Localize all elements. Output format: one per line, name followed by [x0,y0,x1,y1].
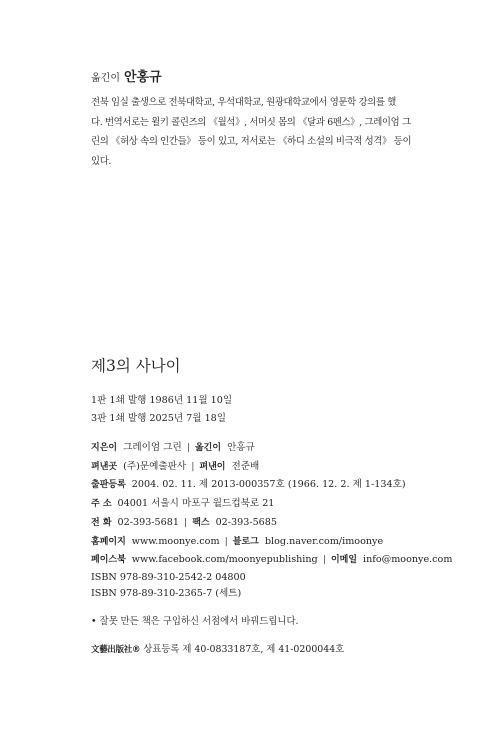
bio-line: 있다. [91,155,112,167]
translator-role-label: 옮긴이 [91,73,120,84]
bio-line: 린의 《허상 속의 인간들》 등이 있고, 저서로는 《하디 소설의 비극적 성격》 등이 [91,136,412,147]
credit-row-address [91,495,452,514]
credit-row-author [91,439,452,458]
divider: | [224,535,228,547]
address-value: 04001 서울시 마포구 월드컵북로 21 [117,498,275,510]
credit-translator-value: 안홍규 [227,442,255,453]
exchange-notice: • 잘못 만든 책은 구입하신 서점에서 바꿔드립니다. [91,616,299,627]
publisher-person-label: 펴낸이 [199,461,226,472]
publisher-value: (주)문예출판사 [123,460,187,472]
facebook-label: 페이스북 [91,555,126,566]
credit-row-phone [91,514,452,533]
registration-label: 출판등록 [91,480,126,491]
author-label: 지은이 [91,443,118,453]
credit-row-homepage [91,533,452,552]
phone-label: 전 화 [91,517,112,528]
phone-value: 02-393-5681 [117,516,179,528]
credit-row-publisher [91,458,452,477]
address-label: 주 소 [91,499,112,510]
edition-history [91,392,232,428]
isbn-block [91,570,246,602]
divider: | [186,442,190,453]
registration-value: 2004. 02. 11. 제 2013-000357호 (1966. 12. 2. 제 1-134호) [131,479,406,491]
publisher-person-value: 전준배 [231,460,260,472]
book-title: 제3의 사나이 [91,357,181,375]
translator-bio [91,93,451,171]
divider: | [183,516,188,528]
isbn-line: ISBN 978-89-310-2542-2 04800 [91,572,246,583]
credit-row-facebook [91,551,452,570]
publisher-logo: 文藝出版社® [91,645,141,655]
bio-line: 전북 임실 출생으로 전북대학교, 우석대학교, 원광대학교에서 영문학 강의를 했 [91,97,396,108]
author-value: 그레이엄 그린 [123,442,182,453]
isbn-line: ISBN 978-89-310-2365-7 (세트) [91,588,242,599]
facebook-value: www.facebook.com/moonyepublishing [131,554,318,566]
publication-credits [91,439,452,570]
email-value: info@moonye.com [363,554,453,566]
fax-label: 팩스 [192,517,210,528]
homepage-value: www.moonye.com [131,535,220,547]
divider: | [322,554,326,566]
edition-line: 3판 1쇄 발행 2025년 7월 18일 [91,413,227,424]
blog-label: 블로그 [232,536,259,547]
fax-value: 02-393-5685 [215,516,277,528]
trademark-text: 상표등록 제 40-0833187호, 제 41-0200044호 [143,644,345,655]
homepage-label: 홈페이지 [91,536,126,547]
trademark-line [91,641,344,655]
publisher-label: 펴낸곳 [91,461,118,472]
divider: | [191,460,195,472]
blog-value: blog.naver.com/imoonye [264,535,384,547]
translator-name: 안홍규 [123,70,162,85]
email-label: 이메일 [330,555,358,566]
edition-line: 1판 1쇄 발행 1986년 11월 10일 [91,395,233,406]
credit-row-registration [91,476,452,495]
bio-line: 다. 번역서로는 윌키 콜린즈의 《월석》, 서머싯 몸의 《달과 6펜스》, 그레이엄 그 [91,116,411,128]
translator-heading [91,66,162,85]
credit-translator-label: 옮긴이 [194,443,222,453]
